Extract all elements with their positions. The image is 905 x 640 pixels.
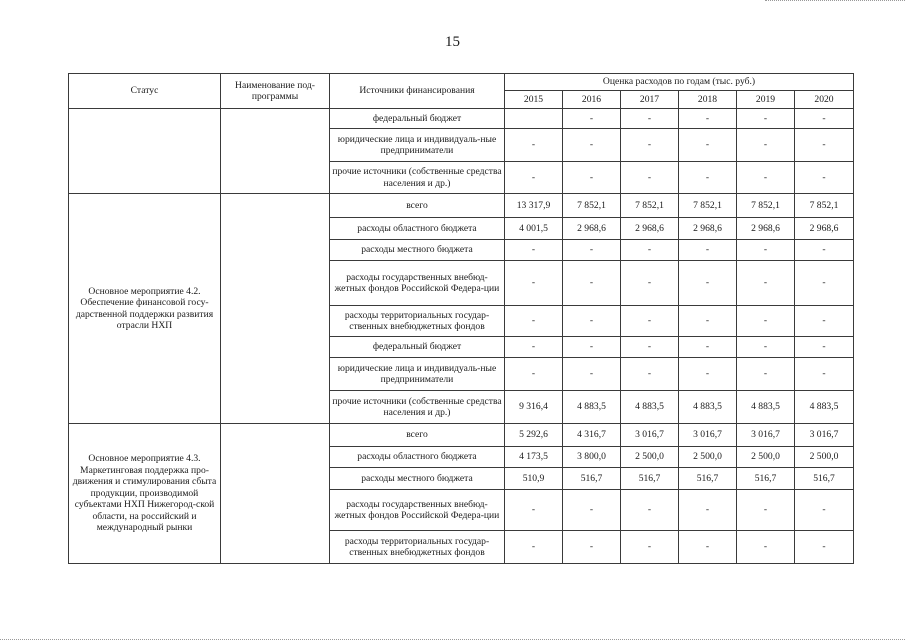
subprogram-cell: [221, 109, 330, 194]
source-cell: юридические лица и индивидуаль-ные предприниматели: [330, 358, 505, 391]
value-cell: -: [679, 240, 737, 261]
status-cell: Основное мероприятие 4.3. Маркетинговая поддержка про-движения и стимулирования сбыта продукции, производимой субъектами НХП Нижегород-ской области, на российский и международный рынки: [69, 424, 221, 564]
header-year: 2020: [795, 91, 854, 109]
value-cell: -: [795, 306, 854, 337]
value-cell: -: [563, 358, 621, 391]
value-cell: -: [621, 358, 679, 391]
value-cell: -: [563, 240, 621, 261]
value-cell: -: [505, 306, 563, 337]
source-cell: всего: [330, 424, 505, 447]
value-cell: -: [505, 240, 563, 261]
value-cell: -: [563, 261, 621, 306]
header-year: 2015: [505, 91, 563, 109]
table-body: [69, 109, 854, 564]
value-cell: 2 968,6: [795, 218, 854, 240]
value-cell: -: [737, 306, 795, 337]
value-cell: 516,7: [737, 468, 795, 490]
value-cell: 7 852,1: [737, 194, 795, 218]
value-cell: -: [737, 240, 795, 261]
value-cell: -: [505, 261, 563, 306]
value-cell: -: [737, 358, 795, 391]
source-cell: федеральный бюджет: [330, 337, 505, 358]
source-cell: расходы местного бюджета: [330, 468, 505, 490]
value-cell: 4 883,5: [795, 391, 854, 424]
value-cell: -: [795, 531, 854, 564]
source-cell: всего: [330, 194, 505, 218]
value-cell: 3 016,7: [737, 424, 795, 447]
value-cell: 516,7: [679, 468, 737, 490]
value-cell: -: [621, 162, 679, 194]
value-cell: 3 016,7: [795, 424, 854, 447]
value-cell: -: [795, 240, 854, 261]
value-cell: 7 852,1: [795, 194, 854, 218]
value-cell: -: [505, 490, 563, 531]
value-cell: 510,9: [505, 468, 563, 490]
value-cell: -: [563, 531, 621, 564]
value-cell: 2 500,0: [795, 447, 854, 468]
value-cell: -: [737, 162, 795, 194]
value-cell: 2 500,0: [737, 447, 795, 468]
header-status: Статус: [69, 74, 221, 109]
value-cell: -: [737, 261, 795, 306]
source-cell: расходы областного бюджета: [330, 447, 505, 468]
value-cell: -: [679, 129, 737, 162]
value-cell: -: [621, 490, 679, 531]
value-cell: -: [563, 337, 621, 358]
value-cell: -: [679, 358, 737, 391]
value-cell: -: [737, 129, 795, 162]
source-cell: расходы территориальных государ-ственных внебюджетных фондов: [330, 306, 505, 337]
table-row: [69, 109, 854, 129]
value-cell: -: [621, 306, 679, 337]
header-year: 2016: [563, 91, 621, 109]
value-cell: 5 292,6: [505, 424, 563, 447]
value-cell: 2 500,0: [679, 447, 737, 468]
value-cell: 7 852,1: [621, 194, 679, 218]
source-cell: прочие источники (собственные средства населения и др.): [330, 391, 505, 424]
scan-edge-bottom: [0, 635, 905, 640]
value-cell: -: [679, 109, 737, 129]
value-cell: 2 968,6: [737, 218, 795, 240]
source-cell: расходы государственных внебюд-жетных фондов Российской Федера-ции: [330, 490, 505, 531]
value-cell: -: [679, 337, 737, 358]
value-cell: -: [679, 162, 737, 194]
value-cell: -: [621, 129, 679, 162]
value-cell: 3 016,7: [621, 424, 679, 447]
value-cell: -: [737, 531, 795, 564]
value-cell: 4 883,5: [621, 391, 679, 424]
value-cell: -: [505, 531, 563, 564]
value-cell: -: [621, 531, 679, 564]
value-cell: 4 883,5: [679, 391, 737, 424]
value-cell: -: [795, 358, 854, 391]
value-cell: 2 968,6: [563, 218, 621, 240]
header-year: 2017: [621, 91, 679, 109]
value-cell: -: [563, 129, 621, 162]
value-cell: -: [505, 337, 563, 358]
value-cell: [505, 109, 563, 129]
value-cell: -: [621, 337, 679, 358]
table-row: [69, 194, 854, 218]
value-cell: -: [563, 109, 621, 129]
source-cell: юридические лица и индивидуаль-ные предприниматели: [330, 129, 505, 162]
value-cell: 13 317,9: [505, 194, 563, 218]
table-row: [69, 424, 854, 447]
value-cell: 2 968,6: [621, 218, 679, 240]
value-cell: 516,7: [563, 468, 621, 490]
value-cell: -: [679, 531, 737, 564]
value-cell: 3 800,0: [563, 447, 621, 468]
value-cell: 516,7: [795, 468, 854, 490]
value-cell: -: [679, 306, 737, 337]
value-cell: -: [621, 240, 679, 261]
header-subprogram: Наименование под-программы: [221, 74, 330, 109]
value-cell: -: [795, 261, 854, 306]
header-year: 2019: [737, 91, 795, 109]
financing-table: [68, 73, 854, 564]
value-cell: -: [679, 261, 737, 306]
header-sources: Источники финансирования: [330, 74, 505, 109]
scan-edge-top: [765, 0, 905, 5]
source-cell: расходы местного бюджета: [330, 240, 505, 261]
value-cell: -: [795, 162, 854, 194]
value-cell: -: [795, 109, 854, 129]
value-cell: 9 316,4: [505, 391, 563, 424]
source-cell: расходы государственных внебюд-жетных фондов Российской Федера-ции: [330, 261, 505, 306]
value-cell: -: [737, 490, 795, 531]
value-cell: -: [563, 490, 621, 531]
value-cell: -: [737, 337, 795, 358]
value-cell: 516,7: [621, 468, 679, 490]
value-cell: 3 016,7: [679, 424, 737, 447]
value-cell: -: [737, 109, 795, 129]
value-cell: -: [505, 129, 563, 162]
value-cell: -: [563, 162, 621, 194]
value-cell: -: [621, 109, 679, 129]
subprogram-cell: [221, 194, 330, 424]
page-number: 15: [445, 34, 460, 50]
value-cell: 4 883,5: [737, 391, 795, 424]
value-cell: 2 500,0: [621, 447, 679, 468]
status-cell: Основное мероприятие 4.2. Обеспечение финансовой госу-дарственной поддержки развития отрасли НХП: [69, 194, 221, 424]
source-cell: расходы областного бюджета: [330, 218, 505, 240]
value-cell: -: [795, 337, 854, 358]
value-cell: -: [679, 490, 737, 531]
value-cell: 4 316,7: [563, 424, 621, 447]
subprogram-cell: [221, 424, 330, 564]
value-cell: -: [505, 162, 563, 194]
header-estimate: Оценка расходов по годам (тыс. руб.): [505, 74, 854, 91]
value-cell: -: [505, 358, 563, 391]
value-cell: -: [795, 490, 854, 531]
source-cell: федеральный бюджет: [330, 109, 505, 129]
value-cell: -: [795, 129, 854, 162]
source-cell: расходы территориальных государ-ственных внебюджетных фондов: [330, 531, 505, 564]
value-cell: 7 852,1: [679, 194, 737, 218]
value-cell: 4 883,5: [563, 391, 621, 424]
value-cell: 2 968,6: [679, 218, 737, 240]
status-cell: [69, 109, 221, 194]
value-cell: -: [621, 261, 679, 306]
source-cell: прочие источники (собственные средства населения и др.): [330, 162, 505, 194]
value-cell: 4 173,5: [505, 447, 563, 468]
value-cell: 7 852,1: [563, 194, 621, 218]
header-year: 2018: [679, 91, 737, 109]
value-cell: 4 001,5: [505, 218, 563, 240]
value-cell: -: [563, 306, 621, 337]
